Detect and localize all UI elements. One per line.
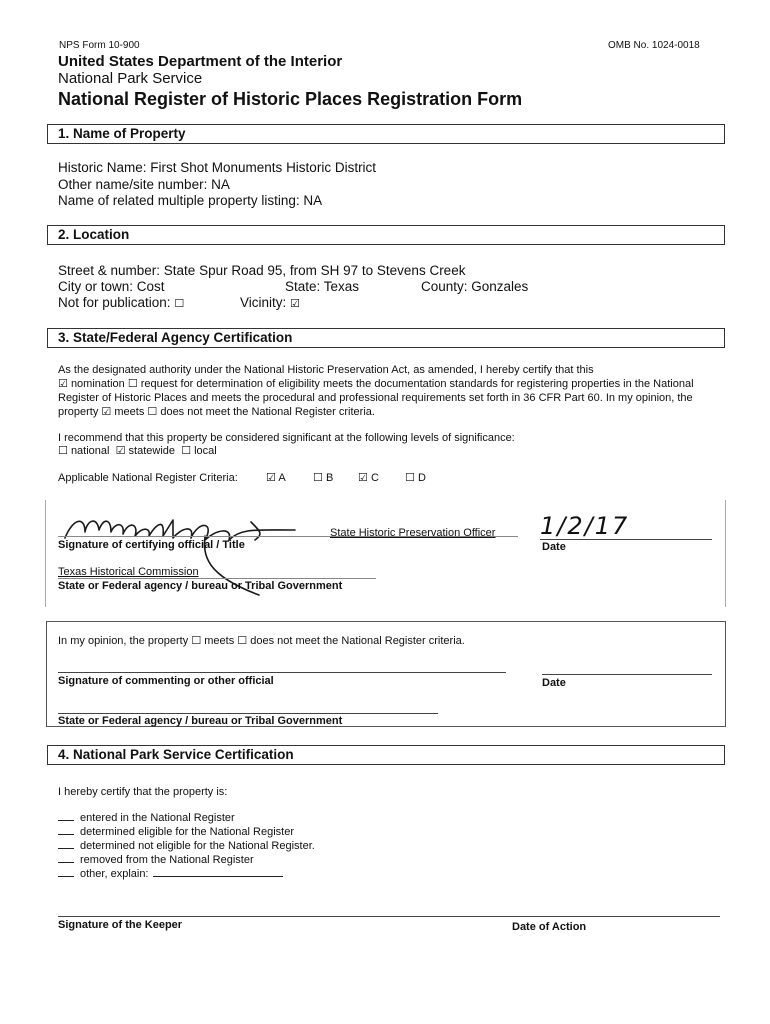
other-explain-line[interactable] <box>153 867 283 877</box>
vicinity <box>240 295 300 312</box>
comment-meets-checkbox[interactable]: ☐ <box>191 634 202 647</box>
agency-name: Texas Historical Commission <box>58 566 199 578</box>
meets-checkbox[interactable]: ☑ <box>101 405 112 418</box>
criteria-c-checkbox[interactable]: ☑ <box>358 471 368 484</box>
nomination-checkbox[interactable]: ☑ <box>58 377 68 390</box>
historic-name: Historic Name: First Shot Monuments Historic District <box>58 160 377 175</box>
section-4-header <box>47 745 725 765</box>
signature-block-left-border <box>45 500 46 607</box>
agency-label: State or Federal agency / bureau or Tribal Government <box>58 580 343 592</box>
option-removed[interactable]: removed from the National Register <box>58 853 315 867</box>
comment-date-label: Date <box>542 677 566 689</box>
comment-agency-label: State or Federal agency / bureau or Tribal Government <box>58 715 343 727</box>
form-number: NPS Form 10-900 <box>59 40 140 51</box>
option-entered[interactable]: entered in the National Register <box>58 811 315 825</box>
not-for-publication-label: Not for publication: <box>58 295 171 310</box>
section-3-title: 3. State/Federal Agency Certification <box>58 330 293 345</box>
criteria-d: ☐ D <box>405 471 426 484</box>
statewide-checkbox[interactable]: ☑ <box>115 444 126 457</box>
service-name: National Park Service <box>58 70 203 87</box>
criteria-c: ☑ C <box>358 471 379 484</box>
para-line-3: Register of Historic Places and meets the procedural and professional requirements set forth in 36 CFR Part 60. In my opinion, the <box>58 392 693 404</box>
national-checkbox[interactable]: ☐ <box>58 444 68 457</box>
agency-line <box>58 578 376 579</box>
criteria-b-checkbox[interactable]: ☐ <box>313 471 323 484</box>
comment-date-line[interactable] <box>542 674 712 675</box>
city-town: City or town: Cost <box>58 279 165 294</box>
certification-paragraph <box>58 363 728 419</box>
section-1-title: 1. Name of Property <box>58 126 186 141</box>
vicinity-checkbox[interactable]: ☑ <box>290 297 300 310</box>
option-other[interactable]: other, explain: <box>58 867 315 881</box>
page-title: National Register of Historic Places Registration Form <box>58 89 523 109</box>
keeper-signature-label: Signature of the Keeper <box>58 919 183 931</box>
handwritten-date: 1/2/17 <box>540 512 630 540</box>
recommend-text: I recommend that this property be considered significant at the following levels of significance: <box>58 432 515 444</box>
criteria-b: ☐ B <box>313 471 334 484</box>
date-label: Date <box>542 541 566 553</box>
section-2-header <box>47 225 725 245</box>
signature-line <box>58 536 518 537</box>
other-name: Other name/site number: NA <box>58 177 230 192</box>
keeper-signature-line[interactable] <box>58 916 720 917</box>
date-line <box>540 539 712 540</box>
comment-does-not-meet-checkbox[interactable]: ☐ <box>237 634 248 647</box>
signature-block-right-border <box>725 500 726 607</box>
criteria-d-checkbox[interactable]: ☐ <box>405 471 415 484</box>
keeper-intro: I hereby certify that the property is: <box>58 786 228 798</box>
not-for-publication-checkbox[interactable]: ☐ <box>174 297 185 310</box>
local-checkbox[interactable]: ☐ <box>181 444 192 457</box>
signature-label: Signature of certifying official / Title <box>58 539 245 551</box>
department-name: United States Department of the Interior <box>58 53 343 70</box>
criteria-a: ☑ A <box>266 471 286 484</box>
section-3-header <box>47 328 725 348</box>
section-4-title: 4. National Park Service Certification <box>58 747 294 762</box>
does-not-meet-checkbox[interactable]: ☐ <box>147 405 158 418</box>
omb-number: OMB No. 1024-0018 <box>608 40 700 51</box>
para-line-2: ☑ nomination ☐ request for determination of eligibility meets the documentation standards for registering properties in the National <box>58 377 694 390</box>
significance-levels: ☐ national ☑ statewide ☐ local <box>58 444 217 457</box>
comment-signature-line[interactable] <box>58 672 506 673</box>
criteria-a-checkbox[interactable]: ☑ <box>266 471 276 484</box>
request-checkbox[interactable]: ☐ <box>127 377 138 390</box>
option-not-eligible[interactable]: determined not eligible for the National Register. <box>58 839 315 853</box>
option-eligible[interactable]: determined eligible for the National Register <box>58 825 315 839</box>
state-field: State: Texas <box>285 279 360 294</box>
comment-signature-label: Signature of commenting or other official <box>58 675 274 687</box>
not-for-publication <box>58 295 184 312</box>
para-line-4: property ☑ meets ☐ does not meet the National Register criteria. <box>58 405 375 418</box>
date-of-action-label: Date of Action <box>512 921 587 933</box>
vicinity-label: Vicinity: <box>240 295 287 310</box>
county-field: County: Gonzales <box>421 279 529 294</box>
comment-agency-line[interactable] <box>58 713 438 714</box>
street-number: Street & number: State Spur Road 95, from SH 97 to Stevens Creek <box>58 263 466 278</box>
section-2-title: 2. Location <box>58 227 130 242</box>
signer-title: State Historic Preservation Officer <box>330 527 496 539</box>
section-1-header <box>47 124 725 144</box>
criteria-label: Applicable National Register Criteria: <box>58 472 238 484</box>
related-listing: Name of related multiple property listing: NA <box>58 193 323 208</box>
opinion-text: In my opinion, the property ☐ meets ☐ does not meet the National Register criteria. <box>58 634 465 647</box>
keeper-options <box>58 811 315 881</box>
para-line-1: As the designated authority under the National Historic Preservation Act, as amended, I hereby certify that this <box>58 364 594 376</box>
